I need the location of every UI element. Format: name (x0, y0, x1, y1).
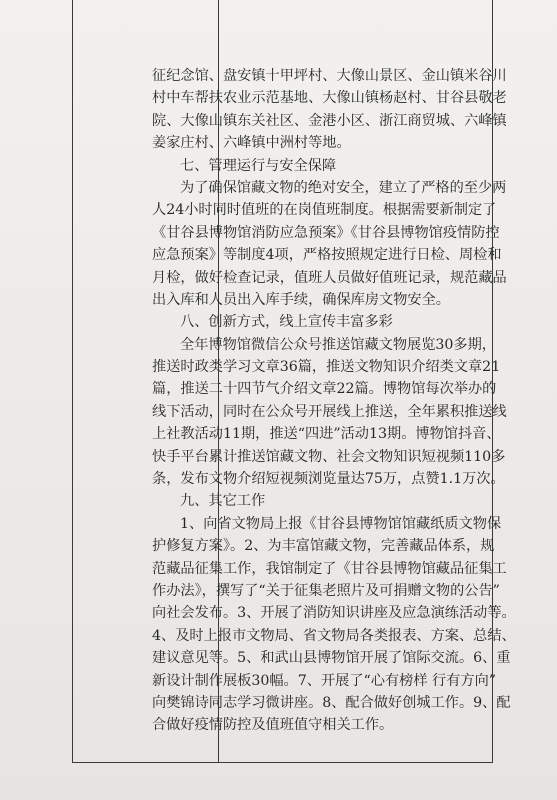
text-line: 条，发布文物介绍短视频浏览量达75万，点赞1.1万次。 (152, 471, 505, 488)
text-line: 作办法》，撰写了“关于征集老照片及可捐赠文物的公告” (152, 582, 500, 599)
paragraph (152, 65, 507, 155)
text-line: 推送时政类学习文章36篇，推送文物知识介绍类文章21 (152, 359, 501, 376)
text-line: 应急预案》等制度4项，严格按照规定进行日检、周检和 (152, 247, 502, 264)
text-line: 向社会发布。3、开展了消防知识讲座及应急演练活动等。 (152, 605, 516, 622)
text-line: 4、及时上报市文物局、省文物局各类报表、方案、总结、 (152, 627, 516, 644)
text-line: 新设计制作展板30幅。7、开展了“心有榜样 行有方向” (152, 672, 497, 689)
text-line: 合做好疫情防控及值班值守相关工作。 (152, 717, 394, 734)
text-line: 院、大像山镇东关社区、金港小区、浙江商贸城、六峰镇 (152, 112, 507, 129)
text-line: 快手平台累计推送馆藏文物、社会文物知识短视频110多 (152, 448, 506, 465)
text-line: 月检，做好检查记录，值班人员做好值班记录，规范藏品 (152, 269, 507, 286)
text-line: 村中车帮扶农业示范基地、大像山镇杨赵村、甘谷县敬老 (152, 90, 507, 107)
paragraph (152, 334, 507, 491)
section-heading (152, 490, 485, 512)
paragraph (152, 177, 507, 311)
text-line: 姜家庄村、六峰镇中洲村等地。 (152, 135, 351, 152)
text-line: 出入库和人员出入库手续，确保库房文物安全。 (152, 291, 450, 308)
text-line: 人24小时同时值班的在岗值班制度。根据需要新制定了 (152, 202, 497, 219)
text-line: 篇，推送二十四节气介绍文章22篇。博物馆每次举办的 (152, 381, 497, 398)
text-line: 线下活动，同时在公众号开展线上推送，全年累积推送线 (152, 403, 507, 420)
text-line: 向樊锦诗同志学习微讲座。8、配合做好创城工作。9、配 (152, 694, 511, 711)
text-line: 建议意见等。5、和武山县博物馆开展了馆际交流。6、重 (152, 650, 511, 667)
document-body (152, 65, 516, 737)
text-line: 1、向省文物局上报《甘谷县博物馆馆藏纸质文物保 (180, 515, 502, 532)
text-line: 七、管理运行与安全保障 (180, 157, 337, 174)
text-line: 范藏品征集工作，我馆制定了《甘谷县博物馆藏品征集工 (152, 560, 507, 577)
text-line: 上社教活动11期，推送“四进”活动13期。博物馆抖音、 (152, 426, 501, 443)
section-heading (152, 311, 485, 333)
text-line: 《甘谷县博物馆消防应急预案》《甘谷县博物馆疫情防控 (152, 224, 500, 241)
section-heading (152, 155, 485, 177)
text-line: 八、创新方式，线上宣传丰富多彩 (180, 314, 393, 331)
paragraph (152, 513, 516, 737)
text-line: 护修复方案》。2、为丰富馆藏文物，完善藏品体系，规 (152, 538, 495, 555)
text-line: 为了确保馆藏文物的绝对安全，建立了严格的至少两 (180, 179, 507, 196)
text-line: 九、其它工作 (180, 493, 266, 510)
text-line: 征纪念馆、盘安镇十甲坪村、大像山景区、金山镇米谷川 (152, 68, 507, 84)
text-line: 全年博物馆微信公众号推送馆藏文物展览30多期， (180, 336, 496, 353)
